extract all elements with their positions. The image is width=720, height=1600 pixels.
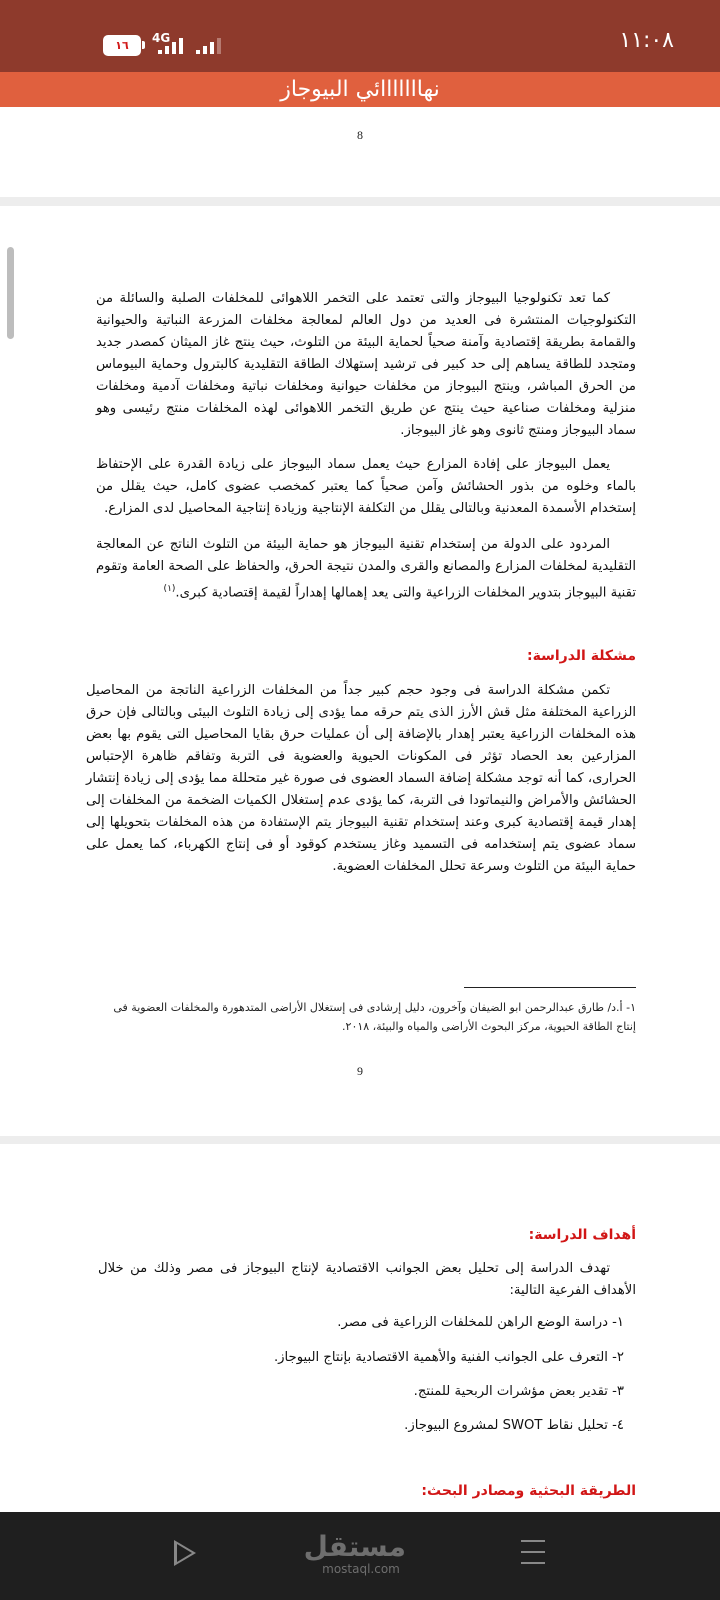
menu-icon[interactable] [521,1540,545,1573]
document-title: نهااااااائي البيوجاز [0,72,720,107]
navigation-bar [0,1512,720,1600]
footnote-marker[interactable]: (١) [163,584,176,594]
back-icon[interactable] [174,1540,196,1566]
paragraph-text: تكمن مشكلة الدراسة فى وجود حجم كبير جداً من المخلفات الزراعية الناتجة من المحاصيل الزراعية المختلفة مثل قش الأرز الذى يتم حرقه مما يؤدى إلى زيادة التلوث البيئى وبالتالى فإن حرق هذه المخلفات الزراعية يعتبر إهدار بالإضافة إلى أن عمليات حرق بقايا المحاصيل التى يقوم بها بعض المزارعين بعد الحصاد تؤثر فى المكونات الحيوية والعضوية فى التربة وتفاقم ظاهرة الإحتباس الحرارى، كما أنه توجد مشكلة إضافة السماد العضوى فى صورة غير متحللة مما يؤدى إلى زيادة إنتشار الحشائش والأمراض والنيماتودا فى التربة، كما يؤدى عدم إستغلال الكميات الضخمة من المخلفات إلى إهدار قيمة إقتصادية كبرى وعند إستخدام تقنية البيوجاز يتم الإستفادة من هذه المخلفات بتحويلها إلى سماد عضوى يتم إستخدامه فى التسميد وغاز يستخدم كوقود أو فى إنتاج الكهرباء، كما يعمل على حماية البيئة من التلوث وسرعة تحلل المخلفات العضوية. [86,683,636,874]
signal-icon [196,38,221,54]
battery-level: ١٦ [107,39,137,52]
goal-item: ٢- التعرف على الجوانب الفنية والأهمية الاقتصادية بإنتاج البيوجاز. [273,1350,624,1365]
intro-paragraph [96,534,636,604]
goals-intro [98,1258,636,1302]
paragraph-text: المردود على الدولة من إستخدام تقنية البيوجاز هو حماية البيئة من التلوث الناتج عن المعالجة التقليدية لمخلفات المزارع والمصانع والقرى والمدن نتيجة الحرق، والحفاظ على الصحة العامة وتقوم تقنية البيوجاز بتدوير المخلفات الزراعية والتى يعد إهمالها إهداراً لقيمة إقتصادية كبرى. [96,537,636,601]
problem-paragraph [86,680,636,878]
intro-paragraph [96,454,636,520]
status-bar [0,0,720,72]
goal-item: ٤- تحليل نقاط SWOT لمشروع البيوجاز. [404,1418,624,1433]
intro-paragraph [96,288,636,442]
brand-logo-arabic: مستقل [303,1530,406,1563]
scrollbar-thumb[interactable] [7,247,14,339]
home-button[interactable] [303,1530,406,1576]
document-page [0,107,720,197]
paragraph-text: كما تعد تكنولوجيا البيوجاز والتى تعتمد على التخمر اللاهوائى للمخلفات الصلبة والسائلة من التكنولوجيات المنتشرة فى العديد من دول العالم لمعالجة مخلفات المزرعة النباتية والحيوانية والقمامة بطريقة إقتصادية وآمنة صحياً لحماية البيئة من التلوث، حيث ينتج غاز الميثان كمصدر جديد ومتجدد للطاقة يساهم إلى حد كبير فى ترشيد إستهلاك الطاقة التقليدية كالبترول وحماية البيوماس من الحرق المباشر، وينتج البيوجاز من مخلفات حيوانية ومخلفات نباتية ومخلفات آدمية ومخلفات منزلية ومخلفات صناعية حيث ينتج عن طريق التخمر اللاهوائى لهذه المخلفات منتج رئيسى وهو سماد البيوجاز ومنتج ثانوى وهو غاز البيوجاز. [96,291,636,438]
network-type: 4G [152,31,171,45]
footnote-divider [464,987,636,988]
brand-logo-latin: mostaql.com [322,1562,400,1576]
footnote: ١- أ.د/ طارق عبدالرحمن ابو الضيفان وآخرون، دليل إرشادى فى إستغلال الأراضى المتدهورة والمخلفات العضوية فى إنتاج الطاقة الحيوية، مركز البحوث الأراضى والمياه والبيئة، ٢٠١٨. [113,1001,636,1033]
page-number: 8 [357,128,363,142]
signal-icon [158,38,183,54]
battery-icon [103,35,141,56]
goals-heading: أهداف الدراسة: [528,1227,636,1243]
goal-item: ٣- تقدير بعض مؤشرات الربحية للمنتج. [413,1384,624,1399]
paragraph-text: تهدف الدراسة إلى تحليل بعض الجوانب الاقتصادية لإنتاج البيوجاز فى مصر وذلك من خلال الأهداف الفرعية التالية: [98,1261,636,1298]
goal-item: ١- دراسة الوضع الراهن للمخلفات الزراعية فى مصر. [337,1315,624,1330]
paragraph-text: يعمل البيوجاز على إفادة المزارع حيث يعمل سماد البيوجاز على زيادة القدرة على الإحتفاظ بالماء وخلوه من بذور الحشائش وآمن صحياً كما يعتبر كمخصب عضوى كامل، حيث يقلل من إستخدام الأسمدة المعدنية وبالتالى يقلل من التكلفة الإنتاجية وزيادة إنتاجية المحاصيل لدى المزارع. [96,457,636,516]
problem-heading: مشكلة الدراسة: [527,648,636,664]
method-heading: الطريقة البحثية ومصادر البحث: [421,1483,636,1499]
page-number: 9 [357,1064,363,1078]
status-time: ١١:٠٨ [619,28,674,53]
